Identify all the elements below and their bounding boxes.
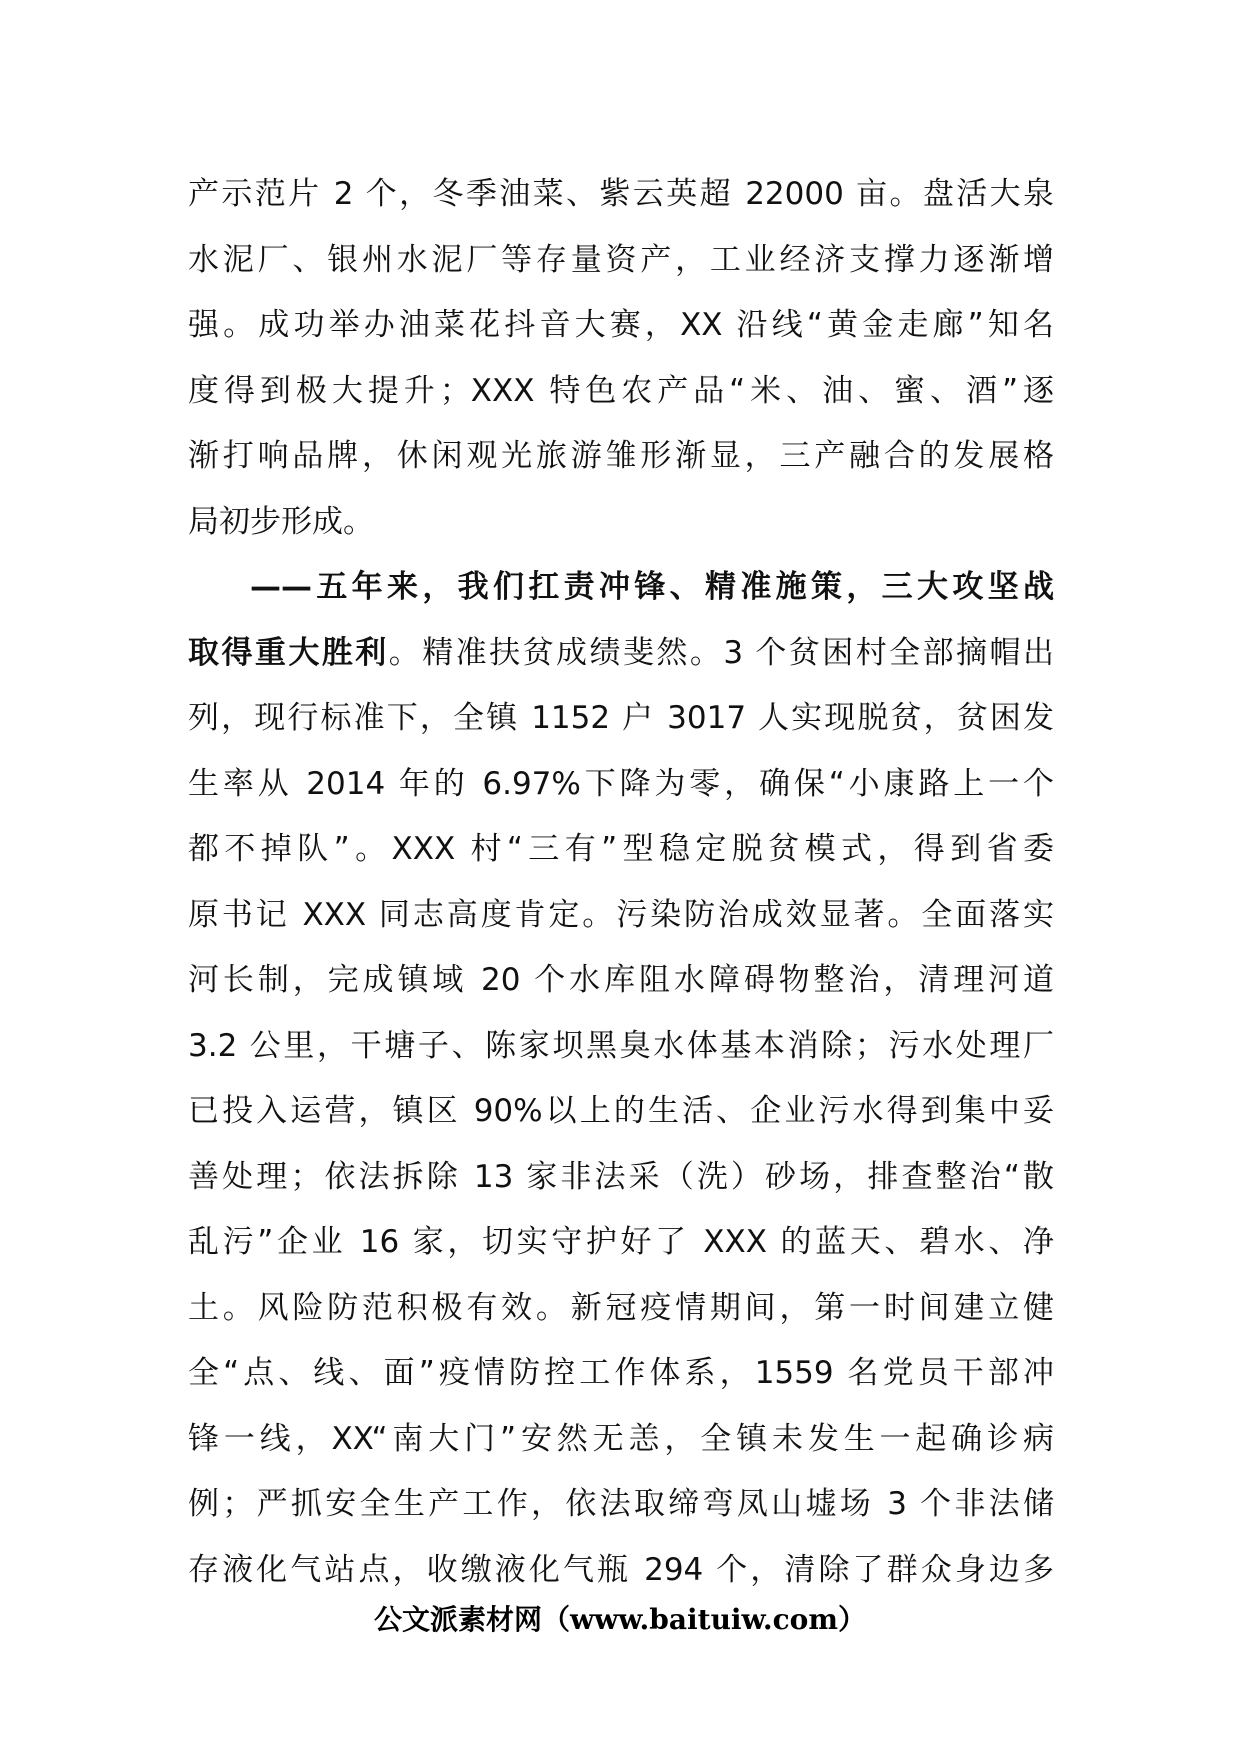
text-line: 水泥厂、银州水泥厂等存量资产，工业经济支撑力逐渐增 <box>188 241 1054 278</box>
text-line: 都不掉队”。XXX 村“三有”型稳定脱贫模式，得到省委 <box>188 831 1054 867</box>
text-line: 渐打响品牌，休闲观光旅游雏形渐显，三产融合的发展格 <box>188 438 1054 474</box>
text-line: 局初步形成。 <box>188 503 374 540</box>
page-footer: 公文派素材网（www.baituiw.com） <box>374 1603 866 1636</box>
paragraph-1 <box>188 162 1054 555</box>
text-line: 存液化气站点，收缴液化气瓶 294 个，清除了群众身边多 <box>188 1551 1054 1588</box>
text-line: 3.2 公里，干塘子、陈家坝黑臭水体基本消除；污水处理厂 <box>188 1027 1054 1064</box>
document-body <box>188 162 1054 1603</box>
text-line: 生率从 2014 年的 6.97%下降为零，确保“小康路上一个 <box>188 765 1054 802</box>
text-line: 乱污”企业 16 家，切实守护好了 XXX 的蓝天、碧水、净 <box>188 1224 1054 1260</box>
paragraph-heading: ——五年来，我们扛责冲锋、精准施策，三大攻坚战 <box>250 569 1054 605</box>
text-line: 原书记 XXX 同志高度肯定。污染防治成效显著。全面落实 <box>188 896 1054 933</box>
text-line: 锋一线，XX“南大门”安然无恙，全镇未发生一起确诊病 <box>188 1420 1054 1457</box>
text-line: 产示范片 2 个，冬季油菜、紫云英超 22000 亩。盘活大泉 <box>188 176 1054 212</box>
text-line: 强。成功举办油菜花抖音大赛，XX 沿线“黄金走廊”知名 <box>188 307 1054 343</box>
text-line: 列，现行标准下，全镇 1152 户 3017 人实现脱贫，贫困发 <box>188 700 1054 736</box>
paragraph-heading-continued: 取得重大胜利 <box>188 634 389 671</box>
text-line: 例；严抓安全生产工作，依法取缔弯凤山墟场 3 个非法储 <box>188 1486 1054 1522</box>
text-line: 河长制，完成镇域 20 个水库阻水障碍物整治，清理河道 <box>188 962 1054 998</box>
text-line: 土。风险防范积极有效。新冠疫情期间，第一时间建立健 <box>188 1289 1054 1326</box>
paragraph-2 <box>188 555 1054 1603</box>
text-run: 。精准扶贫成绩斐然。3 个贫困村全部摘帽出 <box>388 634 1055 671</box>
text-line: 已投入运营，镇区 90%以上的生活、企业污水得到集中妥 <box>188 1093 1054 1129</box>
text-line <box>188 621 1054 687</box>
text-line: 度得到极大提升；XXX 特色农产品“米、油、蜜、酒”逐 <box>188 372 1054 409</box>
text-line: 善处理；依法拆除 13 家非法采（洗）砂场，排查整治“散 <box>188 1158 1054 1195</box>
text-line: 全“点、线、面”疫情防控工作体系，1559 名党员干部冲 <box>188 1355 1054 1391</box>
